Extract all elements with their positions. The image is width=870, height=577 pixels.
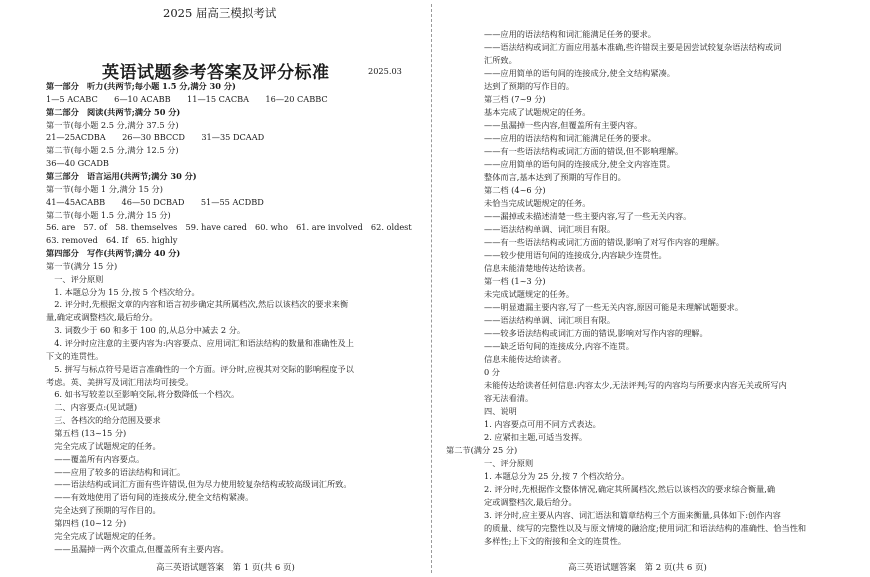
text-line: 未完成试题规定的任务。 <box>484 289 575 299</box>
text-line: ——有一些语法结构或词汇方面的错误,但不影响理解。 <box>484 146 684 156</box>
text-line: ——语法结构单调、词汇项目有限。 <box>484 315 616 325</box>
text-line: 未能传达给读者任何信息:内容太少,无法评判;写的内容均与所要求内容无关或所写内 <box>484 380 787 390</box>
text-line: ——虽漏掉一些内容,但覆盖所有主要内容。 <box>484 120 643 130</box>
text-line: ——覆盖所有内容要点。 <box>46 453 145 464</box>
text-line: ——语法结构或词汇方面应用基本准确,些许错误主要是因尝试较复杂语法结构或词 <box>484 42 782 52</box>
text-line: 第二节(每小题 1.5 分,满分 15 分) <box>46 209 171 220</box>
text-line: 第五档 (13~15 分) <box>46 427 127 438</box>
answer-page-1 <box>0 0 430 577</box>
text-line: 量,确定或调整档次,最后给分。 <box>46 312 158 323</box>
text-line: 整体而言,基本达到了预期的写作目的。 <box>484 172 626 182</box>
text-line: ——较多语法结构或词汇方面的错误,影响对写作内容的理解。 <box>484 328 708 338</box>
text-line: ——语法结构单调、词汇项目有限。 <box>484 224 616 234</box>
text-line: 4. 评分时应注意的主要内容为:内容要点、应用词汇和语法结构的数量和准确性及上 <box>46 338 354 348</box>
text-line: 四、说明 <box>484 406 517 416</box>
text-line: 第二档 (4~6 分) <box>484 185 546 195</box>
text-line: ——有一些语法结构或词汇方面的错误,影响了对写作内容的理解。 <box>484 237 725 247</box>
section-heading: 第三部分 语言运用(共两节;满分 30 分) <box>46 170 197 181</box>
text-line: 21—25ACDBA 26—30 BBCCD 31—35 DCAAD <box>46 132 265 143</box>
text-line: 完全完成了试题规定的任务。 <box>46 440 161 451</box>
answer-page-2 <box>432 0 870 577</box>
page-1-footer: 高三英语试题答案 第 1 页(共 6 页) <box>156 563 295 573</box>
text-line: 下文的连贯性。 <box>46 350 104 361</box>
text-line: ——应用简单的语句间的连接成分,使全文结构紧凑。 <box>484 68 675 78</box>
text-line: 第一档 (1~3 分) <box>484 276 546 286</box>
exam-date: 2025.03 <box>368 66 402 76</box>
text-line: 考虑。英、美拼写及词汇用法均可接受。 <box>46 376 194 387</box>
text-line: 信息未能传达给读者。 <box>484 354 566 364</box>
page-2-footer: 高三英语试题答案 第 2 页(共 6 页) <box>568 563 707 573</box>
text-line: 第四档 (10~12 分) <box>46 517 127 528</box>
text-line: 56. are 57. of 58. themselves 59. have cared 60. who 61. are involved 62. oldest <box>46 222 412 233</box>
text-line: 三、各档次的给分范围及要求 <box>46 415 161 426</box>
text-line: 3. 评分时,应主要从内容、词汇语法和篇章结构三个方面来衡量,具体如下:创作内容 <box>484 510 781 520</box>
text-line: 达到了预期的写作目的。 <box>484 81 575 91</box>
text-line: 第三档 (7~9 分) <box>484 94 546 104</box>
text-line: ——应用的语法结构和词汇能满足任务的要求。 <box>484 133 656 143</box>
text-line: 信息未能清楚地传达给读者。 <box>484 263 591 273</box>
text-line: 多样性;上下文的衔接和全文的连贯性。 <box>484 536 626 546</box>
text-line: 基本完成了试题规定的任务。 <box>484 107 591 117</box>
text-line: 完全达到了预期的写作目的。 <box>46 505 161 516</box>
text-line: 63. removed 64. If 65. highly <box>46 235 178 246</box>
text-line: 1. 本题总分为 15 分,按 5 个档次给分。 <box>46 286 200 297</box>
text-line: 2. 应紧扣主题,可适当发挥。 <box>484 432 588 442</box>
text-line: 2. 评分时,先根据作文整体情况,确定其所属档次,然后以该档次的要求综合衡量,确 <box>484 484 776 494</box>
text-line: 汇所致。 <box>484 55 517 65</box>
text-line: ——较少使用语句间的连接成分,内容缺少连贯性。 <box>484 250 667 260</box>
text-line: 定或调整档次,最后给分。 <box>484 497 577 507</box>
text-line: ——缺乏语句间的连接成分,内容不连贯。 <box>484 341 634 351</box>
text-line: ——语法结构或词汇方面有些许错误,但为尽力使用较复杂结构或较高级词汇所致。 <box>46 479 352 490</box>
text-line: 未恰当完成试题规定的任务。 <box>484 198 591 208</box>
text-line: 第二节(满分 25 分) <box>446 445 518 455</box>
text-line: 6. 如书写较差以至影响交际,将分数降低一个档次。 <box>46 389 240 400</box>
text-line: 1. 本题总分为 25 分,按 7 个档次给分。 <box>484 471 630 481</box>
exam-title: 2025 届高三模拟考试 <box>163 6 277 20</box>
text-line: 完全完成了试题规定的任务。 <box>46 530 161 541</box>
text-line: ——虽漏掉一两个次重点,但覆盖所有主要内容。 <box>46 543 229 554</box>
text-line: 5. 拼写与标点符号是语言准确性的一个方面。评分时,应视其对交际的影响程度予以 <box>46 363 354 374</box>
text-line: 1. 内容要点可用不同方式表达。 <box>484 419 601 429</box>
text-line: 41—45ACABB 46—50 DCBAD 51—55 ACDBD <box>46 196 264 207</box>
text-line: 第一节(每小题 1 分,满分 15 分) <box>46 183 163 194</box>
text-line: ——有效地使用了语句间的连接成分,使全文结构紧凑。 <box>46 492 254 503</box>
text-line: ——应用简单的语句间的连接成分,使全文内容连贯。 <box>484 159 675 169</box>
text-line: 第二节(每小题 2.5 分,满分 12.5 分) <box>46 145 179 156</box>
text-line: 3. 词数少于 60 和多于 100 的,从总分中减去 2 分。 <box>46 325 246 336</box>
text-line: 二、内容要点:(见试题) <box>46 402 138 413</box>
text-line: 1—5 ACABC 6—10 ACABB 11—15 CACBA 16—20 CABBC <box>46 93 328 104</box>
document-title: 英语试题参考答案及评分标准 <box>102 63 330 83</box>
text-line: ——应用了较多的语法结构和词汇。 <box>46 466 186 477</box>
section-heading: 第一部分 听力(共两节;每小题 1.5 分,满分 30 分) <box>46 81 236 91</box>
text-line: 容无法看清。 <box>484 393 534 403</box>
section-heading: 第四部分 写作(共两节;满分 40 分) <box>46 248 181 259</box>
text-line: 一、评分原则 <box>484 458 534 468</box>
text-line: 2. 评分时,先根据文章的内容和语言初步确定其所属档次,然后以该档次的要求来衡 <box>46 299 349 310</box>
text-line: 的质量、续写的完整性以及与原文情境的融洽度;使用词汇和语法结构的准确性、恰当性和 <box>484 523 807 533</box>
text-line: ——应用的语法结构和词汇能满足任务的要求。 <box>484 29 656 39</box>
text-line: 36—40 GCADB <box>46 158 109 169</box>
text-line: 第一节(每小题 2.5 分,满分 37.5 分) <box>46 119 179 130</box>
text-line: 0 分 <box>484 367 500 377</box>
text-line: ——漏掉或未描述清楚一些主要内容,写了一些无关内容。 <box>484 211 692 221</box>
text-line: 一、评分原则 <box>46 273 104 284</box>
section-heading: 第二部分 阅读(共两节;满分 50 分) <box>46 106 181 117</box>
text-line: 第一节(满分 15 分) <box>46 260 118 271</box>
text-line: ——明显遗漏主要内容,写了一些无关内容,原因可能是未理解试题要求。 <box>484 302 744 312</box>
